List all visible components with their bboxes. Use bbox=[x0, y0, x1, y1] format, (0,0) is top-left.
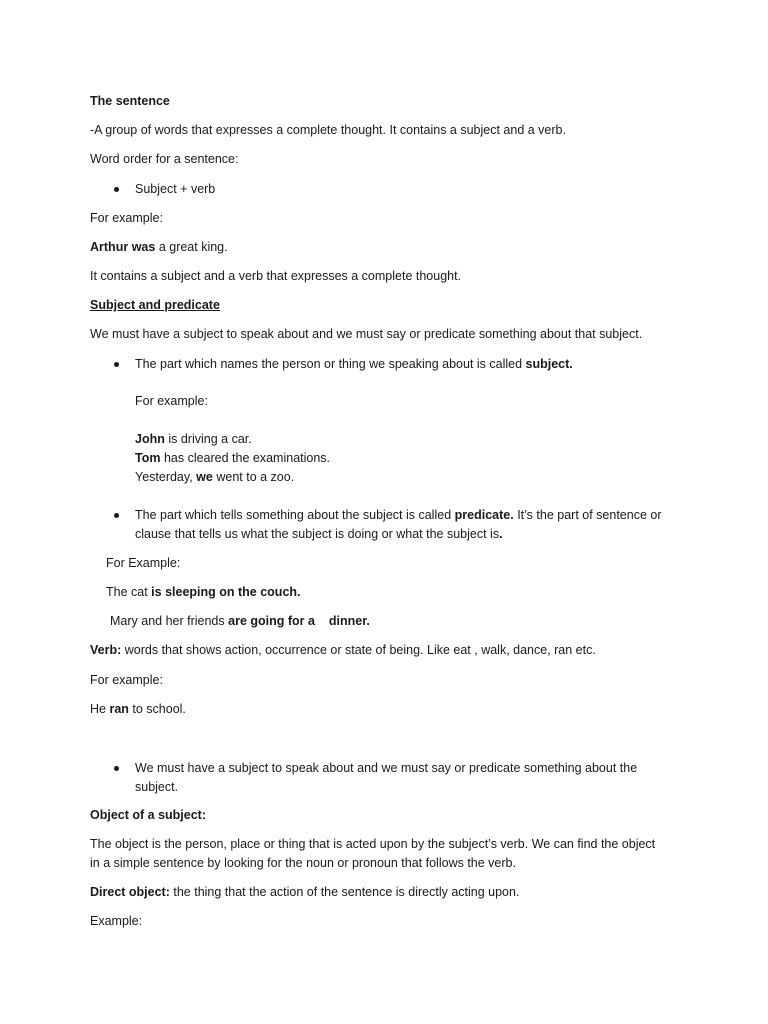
object-text: The object is the person, place or thing that is acted upon by the subject’s verb. We can find the object bbox=[90, 837, 656, 851]
example-sentence bbox=[110, 612, 370, 631]
example-rest: went to a zoo. bbox=[216, 470, 295, 484]
bullet-icon bbox=[114, 187, 119, 192]
object-heading: Object of a subject: bbox=[90, 808, 206, 822]
example-rest: to school. bbox=[132, 702, 186, 716]
example-rest: has cleared the examinations. bbox=[163, 451, 331, 465]
subject-term: subject. bbox=[525, 357, 573, 371]
object-text: in a simple sentence by looking for the noun or pronoun that follows the verb. bbox=[90, 856, 516, 870]
direct-object-term: Direct object: bbox=[90, 885, 170, 899]
example-sentence bbox=[90, 700, 186, 719]
predicate-term: predicate. bbox=[454, 508, 514, 522]
example-predicate-end: dinner. bbox=[328, 614, 370, 628]
for-example-label: For Example: bbox=[106, 556, 181, 570]
bullet-text: We must have a subject to speak about and we must say or predicate something about the bbox=[135, 761, 638, 775]
bullet-icon bbox=[114, 766, 119, 771]
for-example-label: For example: bbox=[90, 211, 163, 225]
predicate-bullet-line2-text: clause that tells us what the subject is doing or what the subject is bbox=[135, 527, 500, 541]
example-label: Example: bbox=[90, 914, 143, 928]
bullet-icon bbox=[114, 513, 119, 518]
example-verb: ran bbox=[109, 702, 129, 716]
subject-bullet bbox=[135, 355, 573, 374]
predicate-bullet bbox=[135, 506, 662, 525]
example-note: It contains a subject and a verb that expresses a complete thought. bbox=[90, 269, 462, 283]
bullet-icon bbox=[114, 362, 119, 367]
example-subject: Tom bbox=[135, 451, 161, 465]
predicate-bullet-period: . bbox=[499, 527, 503, 541]
word-order-item: Subject + verb bbox=[135, 182, 216, 196]
example-rest: is driving a car. bbox=[168, 432, 252, 446]
example-sentence bbox=[90, 238, 228, 257]
example-rest: a great king. bbox=[158, 240, 228, 254]
predicate-bullet-text: The part which tells something about the subject is called bbox=[135, 508, 452, 522]
for-example-label: For example: bbox=[90, 673, 163, 687]
section-heading: Subject and predicate bbox=[90, 298, 220, 312]
verb-definition bbox=[90, 641, 596, 660]
example-predicate: is sleeping on the couch. bbox=[151, 585, 301, 599]
verb-term: Verb: bbox=[90, 643, 122, 657]
example-sentence bbox=[135, 430, 252, 449]
example-sentence bbox=[106, 583, 301, 602]
verb-def: words that shows action, occurrence or state of being. Like eat , walk, dance, ran etc. bbox=[124, 643, 596, 657]
example-pre: Yesterday, bbox=[135, 470, 193, 484]
predicate-bullet-rest: It’s the part of sentence or bbox=[517, 508, 662, 522]
predicate-bullet-line2 bbox=[135, 525, 503, 544]
page-title: The sentence bbox=[90, 94, 170, 108]
example-pre: He bbox=[90, 702, 106, 716]
example-subject: we bbox=[196, 470, 213, 484]
example-verb: was bbox=[131, 240, 156, 254]
definition-text: -A group of words that expresses a complete thought. It contains a subject and a verb. bbox=[90, 123, 566, 137]
example-sentence bbox=[135, 468, 294, 487]
section-intro: We must have a subject to speak about and we must say or predicate something about that subject. bbox=[90, 327, 643, 341]
for-example-label: For example: bbox=[135, 394, 208, 408]
example-predicate: are going for a bbox=[228, 614, 315, 628]
direct-object-definition bbox=[90, 883, 519, 902]
example-subject: Arthur bbox=[90, 240, 129, 254]
subject-bullet-text: The part which names the person or thing we speaking about is called bbox=[135, 357, 523, 371]
example-pre: Mary and her friends bbox=[110, 614, 225, 628]
example-pre: The cat bbox=[106, 585, 148, 599]
example-sentence bbox=[135, 449, 330, 468]
example-subject: John bbox=[135, 432, 165, 446]
direct-object-def: the thing that the action of the sentence is directly acting upon. bbox=[173, 885, 520, 899]
word-order-label: Word order for a sentence: bbox=[90, 152, 239, 166]
bullet-text: subject. bbox=[135, 780, 179, 794]
